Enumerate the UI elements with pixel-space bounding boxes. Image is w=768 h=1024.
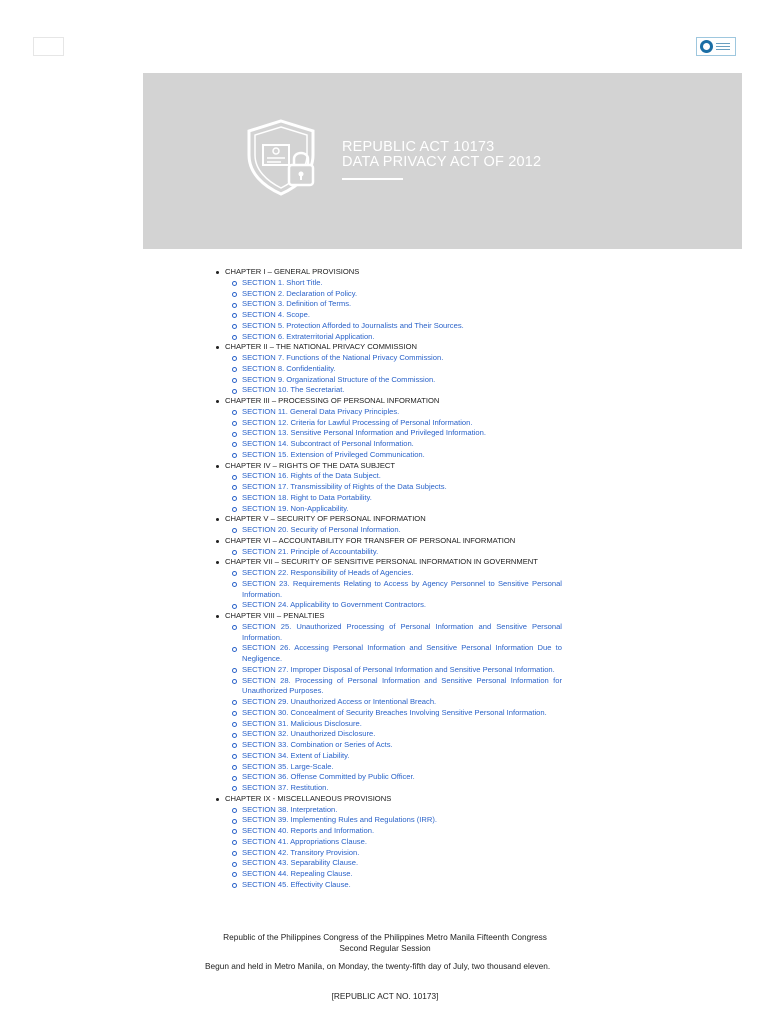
toc-section-link[interactable]: SECTION 17. Transmissibility of Rights of the Data Subjects. xyxy=(212,482,562,493)
toc-section-link[interactable]: SECTION 30. Concealment of Security Breaches Involving Sensitive Personal Information. xyxy=(212,708,562,719)
toc-chapter: CHAPTER II – THE NATIONAL PRIVACY COMMISSION xyxy=(212,342,562,353)
session-paragraph: Begun and held in Metro Manila, on Monday, the twenty-fifth day of July, two thousand eleven. xyxy=(205,961,551,971)
toc-section-link[interactable]: SECTION 5. Protection Afforded to Journalists and Their Sources. xyxy=(212,321,562,332)
toc-section-link[interactable]: SECTION 39. Implementing Rules and Regulations (IRR). xyxy=(212,815,562,826)
toc-section-link[interactable]: SECTION 18. Right to Data Portability. xyxy=(212,493,562,504)
toc-section-link[interactable]: SECTION 6. Extraterritorial Application. xyxy=(212,332,562,343)
toc-section-link[interactable]: SECTION 32. Unauthorized Disclosure. xyxy=(212,729,562,740)
table-of-contents xyxy=(212,267,562,891)
toc-section-link[interactable]: SECTION 14. Subcontract of Personal Information. xyxy=(212,439,562,450)
toc-section-link[interactable]: SECTION 22. Responsibility of Heads of Agencies. xyxy=(212,568,562,579)
toc-section-link[interactable]: SECTION 36. Offense Committed by Public Officer. xyxy=(212,772,562,783)
banner-underline xyxy=(342,178,403,180)
act-number: [REPUBLIC ACT NO. 10173] xyxy=(331,991,439,1001)
banner-title xyxy=(342,140,541,170)
toc-section-link[interactable]: SECTION 3. Definition of Terms. xyxy=(212,299,562,310)
toc-section-link[interactable]: SECTION 44. Repealing Clause. xyxy=(212,869,562,880)
toc-section-link[interactable]: SECTION 34. Extent of Liability. xyxy=(212,751,562,762)
toc-section-link[interactable]: SECTION 23. Requirements Relating to Access by Agency Personnel to Sensitive Personal Information. xyxy=(212,579,562,601)
toc-section-link[interactable]: SECTION 31. Malicious Disclosure. xyxy=(212,719,562,730)
banner-title-line2: DATA PRIVACY ACT OF 2012 xyxy=(342,154,542,170)
toc-section-link[interactable]: SECTION 16. Rights of the Data Subject. xyxy=(212,471,562,482)
toc-section-link[interactable]: SECTION 1. Short Title. xyxy=(212,278,562,289)
toc-chapter: CHAPTER VII – SECURITY OF SENSITIVE PERSONAL INFORMATION IN GOVERNMENT xyxy=(212,557,562,568)
toc-section-link[interactable]: SECTION 19. Non-Applicability. xyxy=(212,504,562,515)
toc-section-link[interactable]: SECTION 28. Processing of Personal Information and Sensitive Personal Information for Unauthorized Purposes. xyxy=(212,676,562,698)
site-logo[interactable] xyxy=(696,37,736,56)
congress-heading-line2: Second Regular Session xyxy=(339,943,431,953)
toc-section-link[interactable]: SECTION 25. Unauthorized Processing of Personal Information and Sensitive Personal Information. xyxy=(212,622,562,644)
toc-section-link[interactable]: SECTION 27. Improper Disposal of Personal Information and Sensitive Personal Information. xyxy=(212,665,562,676)
toc-section-link[interactable]: SECTION 29. Unauthorized Access or Intentional Breach. xyxy=(212,697,562,708)
hero-banner xyxy=(143,73,742,249)
toc-section-link[interactable]: SECTION 12. Criteria for Lawful Processing of Personal Information. xyxy=(212,418,562,429)
toc-section-link[interactable]: SECTION 9. Organizational Structure of the Commission. xyxy=(212,375,562,386)
toc-section-link[interactable]: SECTION 45. Effectivity Clause. xyxy=(212,880,562,891)
toc-section-link[interactable]: SECTION 8. Confidentiality. xyxy=(212,364,562,375)
toc-section-link[interactable]: SECTION 43. Separability Clause. xyxy=(212,858,562,869)
header-placeholder-box xyxy=(33,37,64,56)
banner-title-line1: REPUBLIC ACT 10173 xyxy=(342,139,495,155)
toc-section-link[interactable]: SECTION 21. Principle of Accountability. xyxy=(212,547,562,558)
toc-list xyxy=(212,267,562,891)
toc-chapter: CHAPTER III – PROCESSING OF PERSONAL INFORMATION xyxy=(212,396,562,407)
toc-section-link[interactable]: SECTION 35. Large-Scale. xyxy=(212,762,562,773)
toc-chapter: CHAPTER V – SECURITY OF PERSONAL INFORMATION xyxy=(212,514,562,525)
toc-section-link[interactable]: SECTION 26. Accessing Personal Information and Sensitive Personal Information Due to Negligence. xyxy=(212,643,562,665)
toc-chapter: CHAPTER VIII – PENALTIES xyxy=(212,611,562,622)
toc-section-link[interactable]: SECTION 24. Applicability to Government Contractors. xyxy=(212,600,562,611)
toc-section-link[interactable]: SECTION 11. General Data Privacy Principles. xyxy=(212,407,562,418)
toc-section-link[interactable]: SECTION 38. Interpretation. xyxy=(212,805,562,816)
toc-section-link[interactable]: SECTION 42. Transitory Provision. xyxy=(212,848,562,859)
logo-mark-icon xyxy=(700,40,713,53)
congress-heading-line1: Republic of the Philippines Congress of the Philippines Metro Manila Fifteenth Congress xyxy=(223,932,547,942)
toc-section-link[interactable]: SECTION 10. The Secretariat. xyxy=(212,385,562,396)
toc-section-link[interactable]: SECTION 33. Combination or Series of Acts. xyxy=(212,740,562,751)
shield-lock-icon xyxy=(239,117,329,197)
logo-text-lines xyxy=(716,43,730,50)
congress-heading xyxy=(205,932,565,954)
toc-section-link[interactable]: SECTION 13. Sensitive Personal Information and Privileged Information. xyxy=(212,428,562,439)
toc-section-link[interactable]: SECTION 4. Scope. xyxy=(212,310,562,321)
toc-section-link[interactable]: SECTION 20. Security of Personal Information. xyxy=(212,525,562,536)
toc-section-link[interactable]: SECTION 15. Extension of Privileged Communication. xyxy=(212,450,562,461)
toc-section-link[interactable]: SECTION 41. Appropriations Clause. xyxy=(212,837,562,848)
toc-chapter: CHAPTER VI – ACCOUNTABILITY FOR TRANSFER OF PERSONAL INFORMATION xyxy=(212,536,562,547)
toc-section-link[interactable]: SECTION 2. Declaration of Policy. xyxy=(212,289,562,300)
toc-chapter: CHAPTER IV – RIGHTS OF THE DATA SUBJECT xyxy=(212,461,562,472)
toc-chapter: CHAPTER I – GENERAL PROVISIONS xyxy=(212,267,562,278)
toc-section-link[interactable]: SECTION 7. Functions of the National Privacy Commission. xyxy=(212,353,562,364)
toc-section-link[interactable]: SECTION 37. Restitution. xyxy=(212,783,562,794)
toc-section-link[interactable]: SECTION 40. Reports and Information. xyxy=(212,826,562,837)
toc-chapter: CHAPTER IX - MISCELLANEOUS PROVISIONS xyxy=(212,794,562,805)
